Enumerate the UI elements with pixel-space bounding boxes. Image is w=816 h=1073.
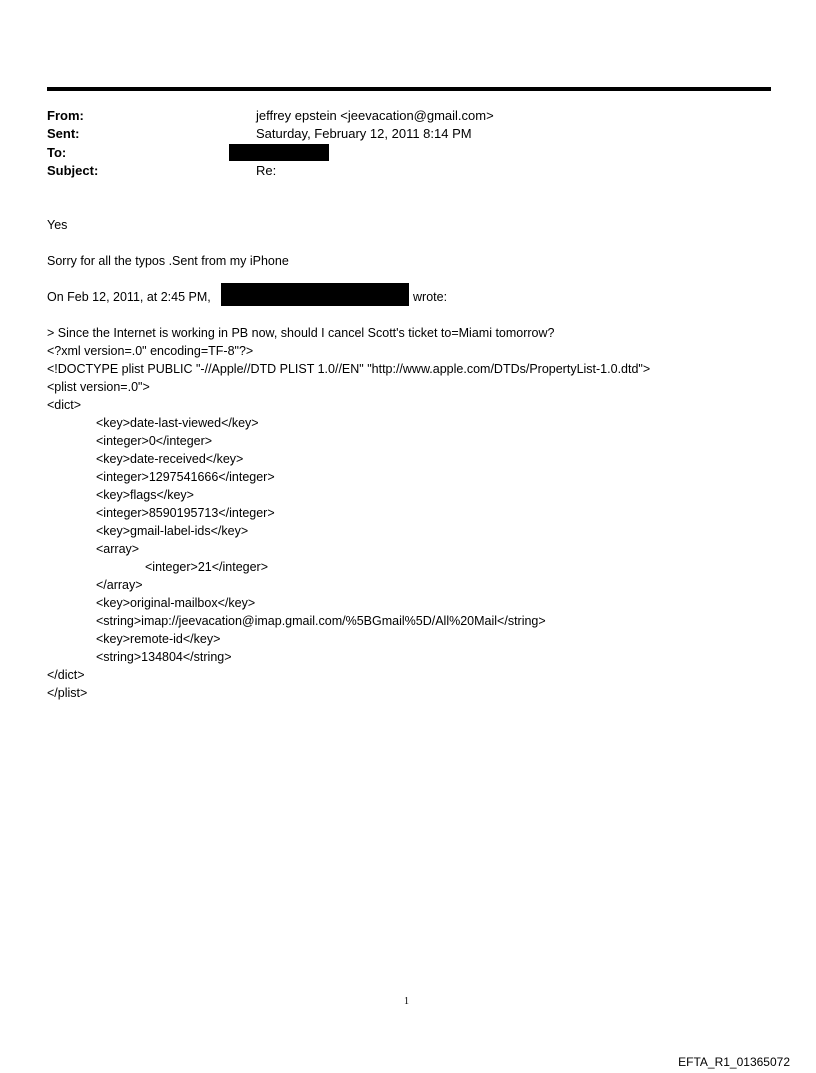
xml-line: </array> xyxy=(96,578,143,592)
quote-intro-suffix: wrote: xyxy=(413,290,448,304)
quote-intro-prefix: On Feb 12, 2011, at 2:45 PM, xyxy=(47,290,211,304)
xml-line: <string>134804</string> xyxy=(96,650,232,664)
sender-redaction xyxy=(221,283,409,306)
xml-line: <integer>8590195713</integer> xyxy=(96,506,275,520)
page-number: 1 xyxy=(404,996,409,1007)
header-divider xyxy=(47,87,771,91)
xml-line: <key>date-last-viewed</key> xyxy=(96,416,259,430)
from-value: jeffrey epstein <jeevacation@gmail.com> xyxy=(256,108,494,123)
bates-number: EFTA_R1_01365072 xyxy=(678,1055,790,1069)
signature-text: Sorry for all the typos .Sent from my iPhone xyxy=(47,254,289,268)
sent-label: Sent: xyxy=(47,126,80,141)
xml-line: <integer>0</integer> xyxy=(96,434,213,448)
xml-line: <dict> xyxy=(47,398,82,412)
xml-line: <plist version=.0"> xyxy=(47,380,150,394)
xml-line: <key>flags</key> xyxy=(96,488,194,502)
subject-value: Re: xyxy=(256,163,277,178)
quoted-line: > Since the Internet is working in PB now, should I cancel Scott's ticket to=Miami tomorrow? xyxy=(47,326,555,340)
xml-line: <!DOCTYPE plist PUBLIC "-//Apple//DTD PLIST 1.0//EN" "http://www.apple.com/DTDs/PropertyList-1.0.dtd"> xyxy=(47,362,651,376)
xml-line: <key>date-received</key> xyxy=(96,452,244,466)
xml-line: <key>original-mailbox</key> xyxy=(96,596,256,610)
xml-line: <integer>21</integer> xyxy=(145,560,269,574)
xml-line: <key>remote-id</key> xyxy=(96,632,221,646)
xml-line: <key>gmail-label-ids</key> xyxy=(96,524,249,538)
xml-line: </plist> xyxy=(47,686,88,700)
to-redaction xyxy=(229,144,329,161)
xml-line: <array> xyxy=(96,542,140,556)
from-label: From: xyxy=(47,108,84,123)
xml-line: <string>imap://jeevacation@imap.gmail.com/%5BGmail%5D/All%20Mail</string> xyxy=(96,614,546,628)
xml-line: <integer>1297541666</integer> xyxy=(96,470,275,484)
to-label: To: xyxy=(47,145,67,160)
reply-text: Yes xyxy=(47,218,68,232)
xml-line: <?xml version=.0" encoding=TF-8"?> xyxy=(47,344,254,358)
subject-label: Subject: xyxy=(47,163,99,178)
xml-line: </dict> xyxy=(47,668,85,682)
sent-value: Saturday, February 12, 2011 8:14 PM xyxy=(256,126,472,141)
